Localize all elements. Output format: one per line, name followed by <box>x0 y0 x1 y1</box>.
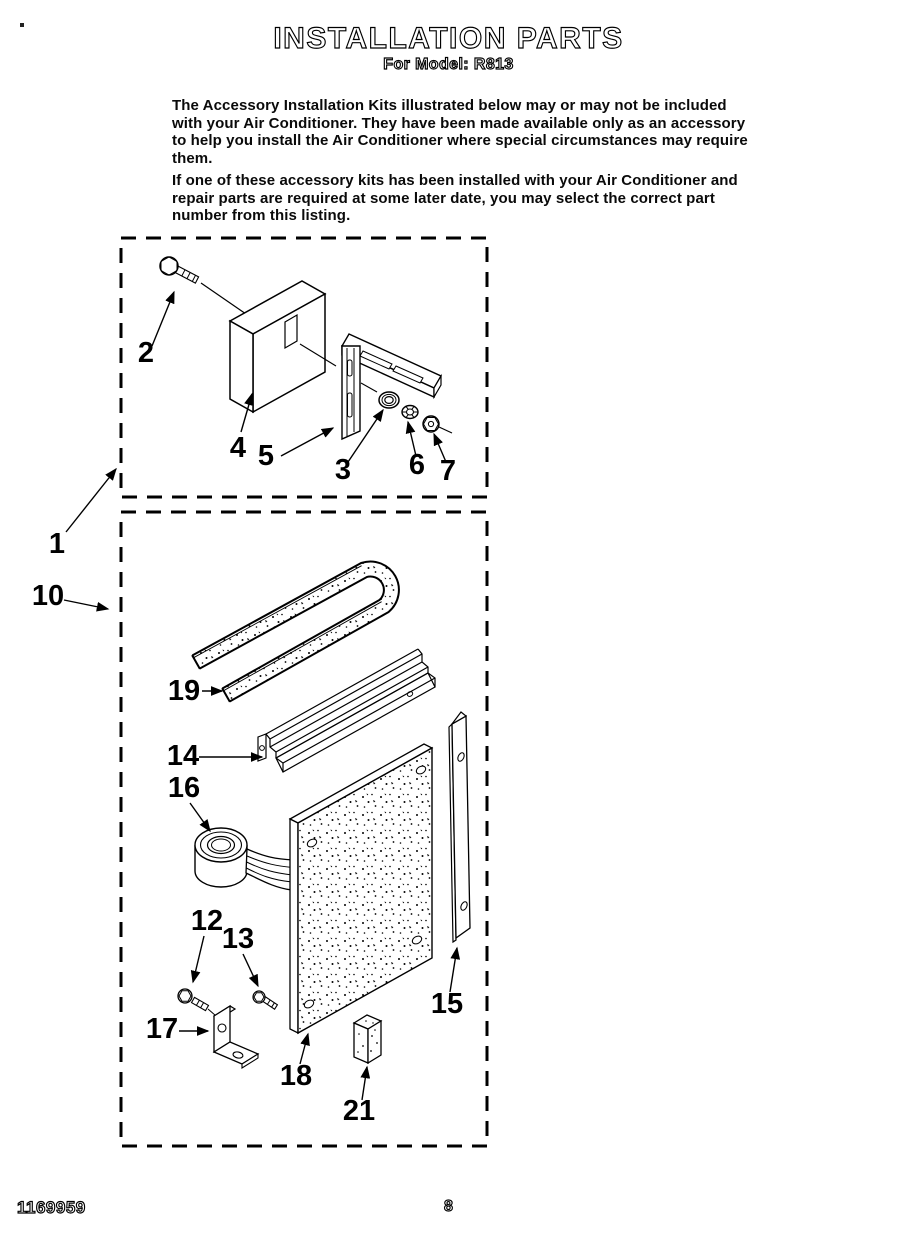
callout-16-arrow <box>190 803 210 831</box>
callout-kit2-arrow <box>64 600 108 609</box>
callout-14: 14 <box>166 740 200 772</box>
callout-21: 21 <box>342 1095 376 1127</box>
part-6-lock-washer <box>402 406 418 419</box>
callout-6: 6 <box>408 449 426 481</box>
part-15-side-strip <box>449 712 470 942</box>
callout-15: 15 <box>430 988 464 1020</box>
callout-12-arrow <box>193 936 204 982</box>
footer-document-number: 1169959 <box>17 1198 86 1217</box>
callout-19: 19 <box>167 675 201 707</box>
page-subtitle: For Model: R813 <box>383 56 514 73</box>
callout-18: 18 <box>279 1060 313 1092</box>
part-19-foam-seal <box>192 566 391 702</box>
part-4-cover <box>230 281 336 412</box>
callout-5: 5 <box>257 440 275 472</box>
callout-3: 3 <box>334 454 352 486</box>
intro-paragraph-1: The Accessory Installation Kits illustrated below may or may not be included with your Air Conditioner. They have been made available only as an accessory to help you install the Air Conditioner where special circumstances may require them. <box>172 97 748 167</box>
part-16-tape-roll <box>195 828 293 890</box>
part-18-window-panel <box>290 744 432 1033</box>
callout-2: 2 <box>137 337 155 369</box>
part-7-nut <box>423 416 452 433</box>
page-title: INSTALLATION PARTS <box>273 22 624 55</box>
part-17-angle-bracket <box>214 1006 258 1068</box>
callout-12: 12 <box>190 905 224 937</box>
callout-kit1: 1 <box>48 528 66 560</box>
intro-paragraph-2: If one of these accessory kits has been installed with your Air Conditioner and repair parts are required at some later date, you may select the correct part number from this listing. <box>172 172 738 225</box>
callout-4: 4 <box>229 432 247 464</box>
callout-13: 13 <box>221 923 255 955</box>
callout-kit1-arrow <box>66 469 116 532</box>
part-3-washer <box>379 392 399 408</box>
callout-7: 7 <box>439 455 457 487</box>
callout-13-arrow <box>243 954 258 986</box>
callout-2-arrow <box>152 292 174 346</box>
callout-16: 16 <box>167 772 201 804</box>
part-21-seal-block <box>354 1015 381 1063</box>
part-2-screw <box>160 257 246 314</box>
callout-kit2: 10 <box>31 580 65 612</box>
footer-page-number: 8 <box>444 1198 453 1215</box>
callout-15-arrow <box>450 948 457 992</box>
callout-5-arrow <box>281 428 333 456</box>
part-13-screw <box>253 991 277 1009</box>
callout-17: 17 <box>145 1013 179 1045</box>
